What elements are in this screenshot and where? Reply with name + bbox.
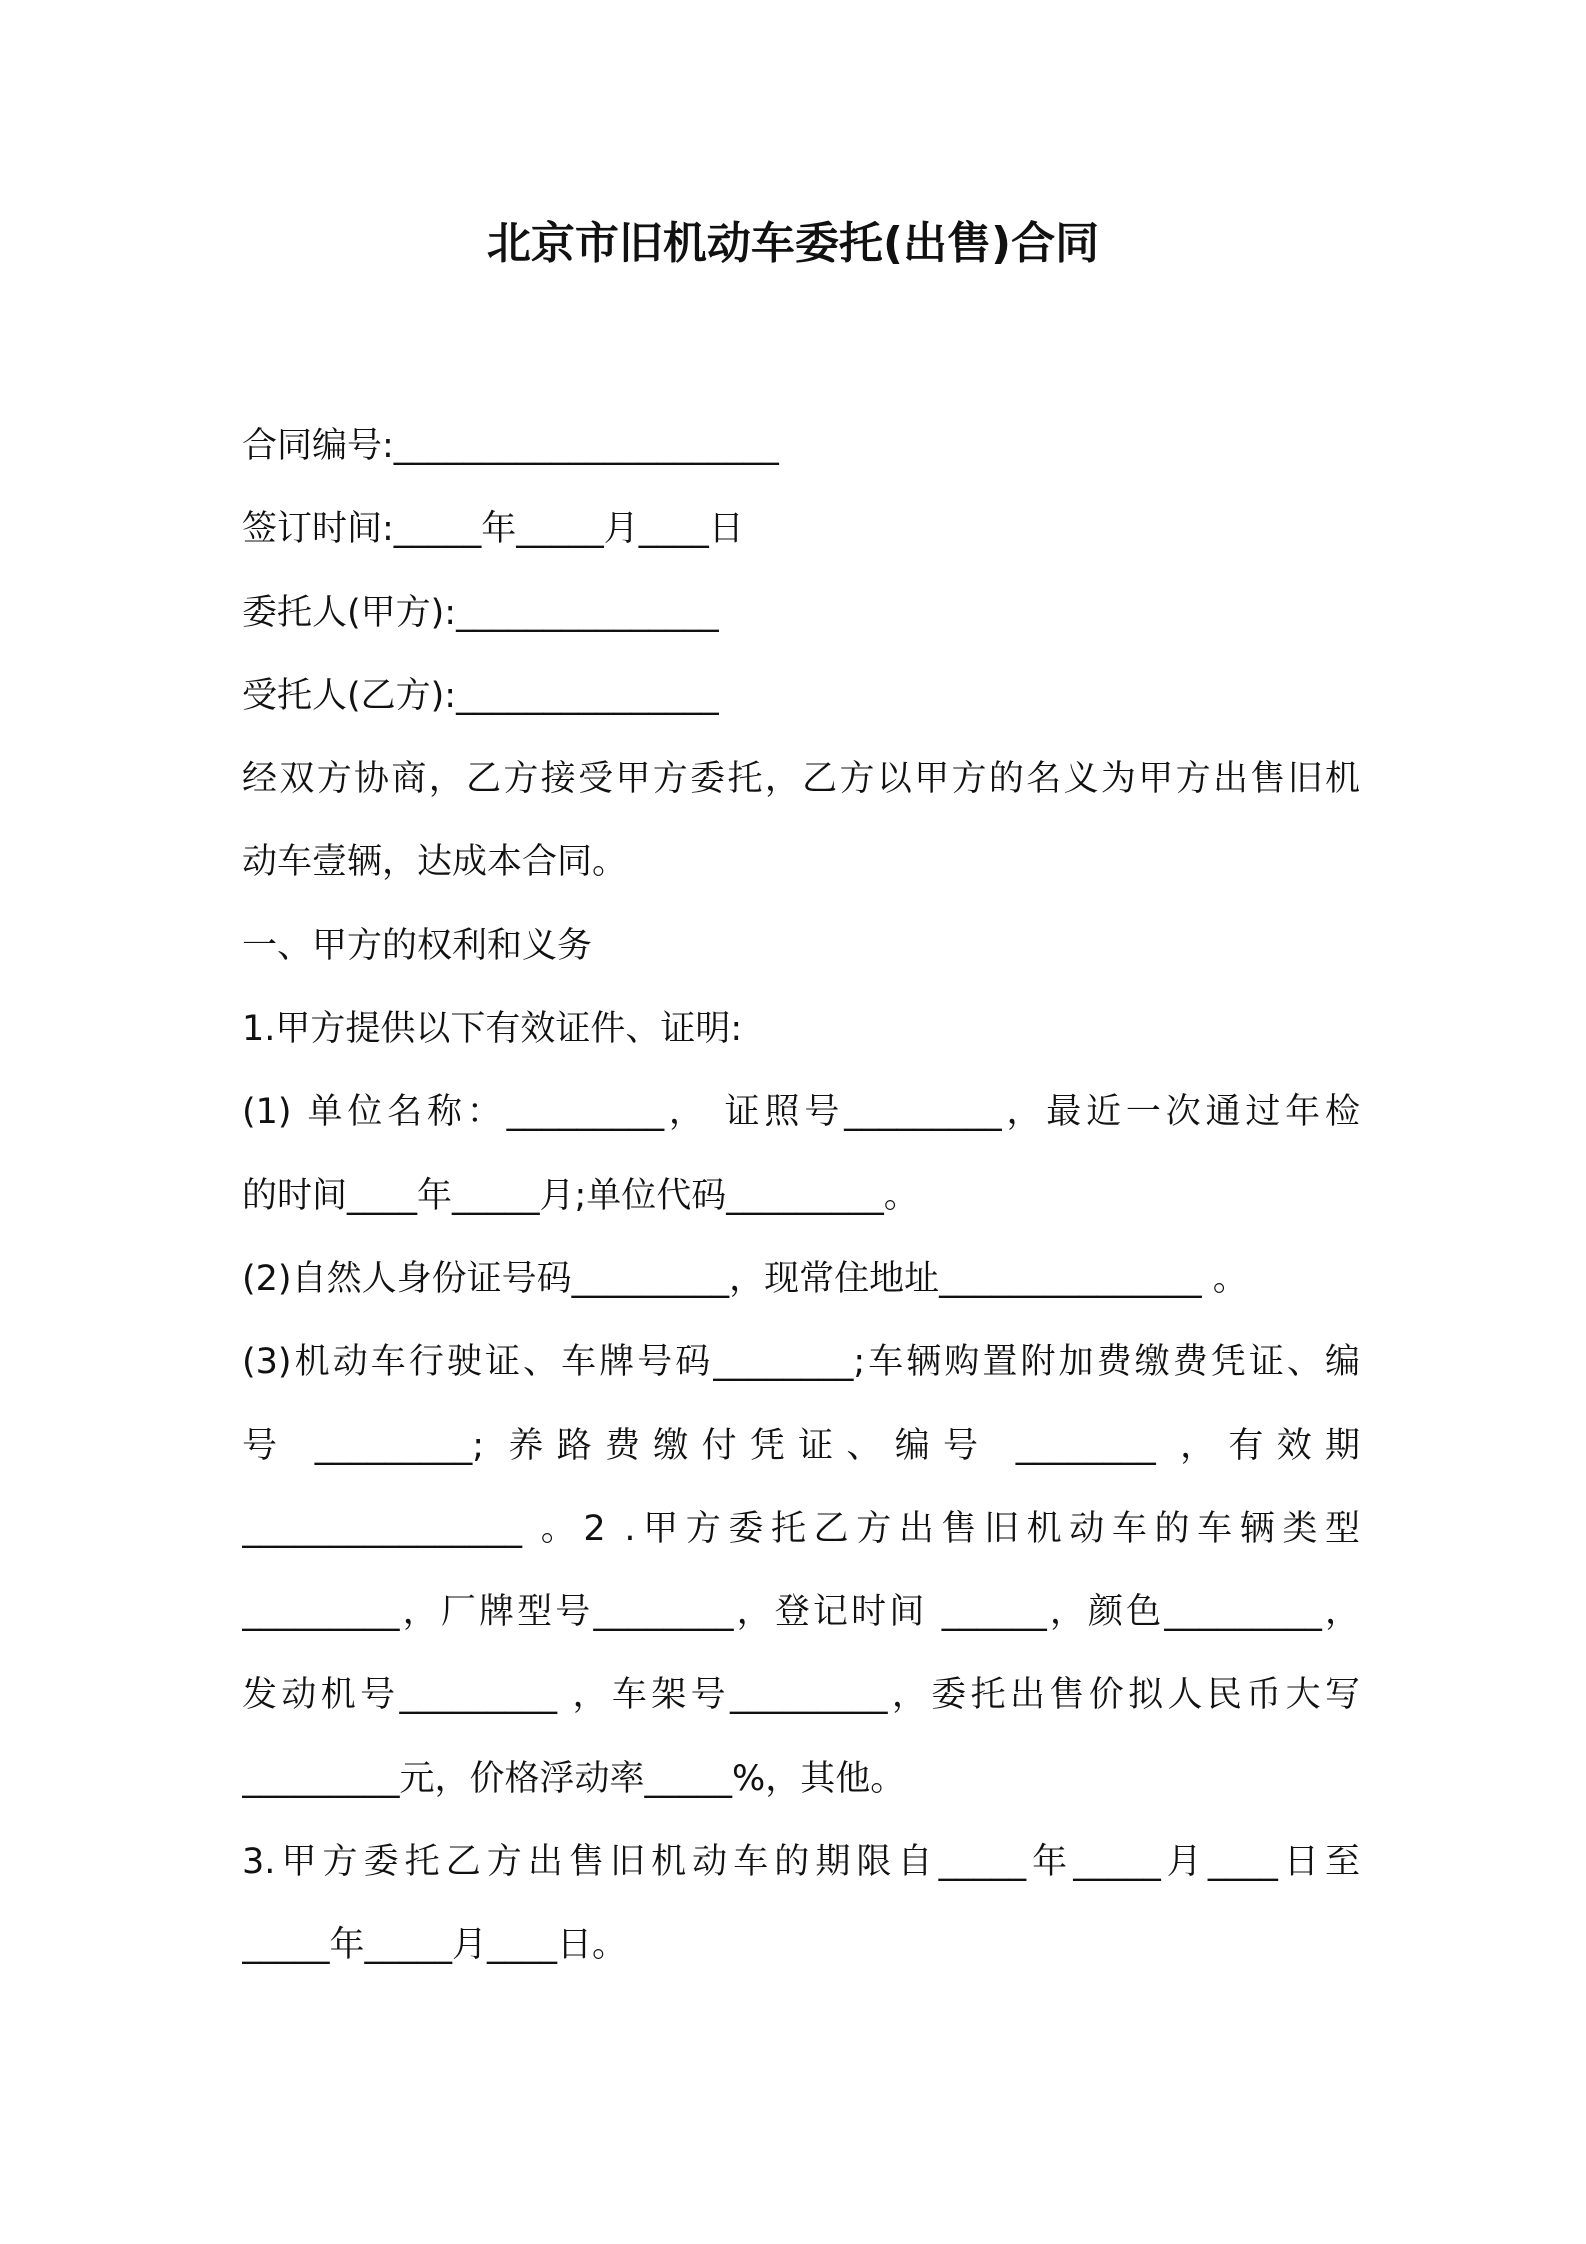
intro-paragraph-line: 动车壹辆，达成本合同。 [242, 842, 628, 883]
clause-line: 3.甲方委托乙方出售旧机动车的期限自_____年_____月____日至 [242, 1842, 1360, 1883]
clause-line: (1) 单位名称：_________， 证照号_________，最近一次通过年检 [242, 1092, 1360, 1133]
principal-party-line: 委托人(甲方):_______________ [242, 592, 719, 633]
contract-number-line: 合同编号:______________________ [242, 426, 779, 466]
document-body [242, 405, 1360, 1988]
clause-line: 发动机号_________ ，车架号_________，委托出售价拟人民币大写 [242, 1675, 1360, 1716]
clause-line: ________________ 。2 .甲方委托乙方出售旧机动车的车辆类型 [242, 1508, 1360, 1549]
clause-line: 号 _________; 养路费缴付凭证、编号 ________ ，有效期 [242, 1425, 1360, 1466]
clause-line: (3)机动车行驶证、车牌号码________;车辆购置附加费缴费凭证、编 [242, 1342, 1360, 1383]
intro-paragraph-line: 经双方协商，乙方接受甲方委托，乙方以甲方的名义为甲方出售旧机 [242, 759, 1360, 800]
clause-line: 的时间____年_____月;单位代码_________。 [242, 1175, 919, 1216]
signing-date-line: 签订时间:_____年_____月____日 [242, 509, 744, 550]
clause-line: (2)自然人身份证号码_________，现常住地址_______________ 。 [242, 1258, 1248, 1299]
clause-heading: 1.甲方提供以下有效证件、证明: [242, 1009, 743, 1050]
agent-party-line: 受托人(乙方):_______________ [242, 675, 719, 716]
section-heading: 一、甲方的权利和义务 [242, 925, 593, 966]
clause-line: _____年_____月____日。 [242, 1925, 628, 1966]
clause-line: _________，厂牌型号________，登记时间 ______，颜色_________， [242, 1592, 1360, 1633]
document-title: 北京市旧机动车委托(出售)合同 [486, 218, 1100, 269]
clause-line: _________元，价格浮动率_____%，其他。 [242, 1758, 906, 1799]
